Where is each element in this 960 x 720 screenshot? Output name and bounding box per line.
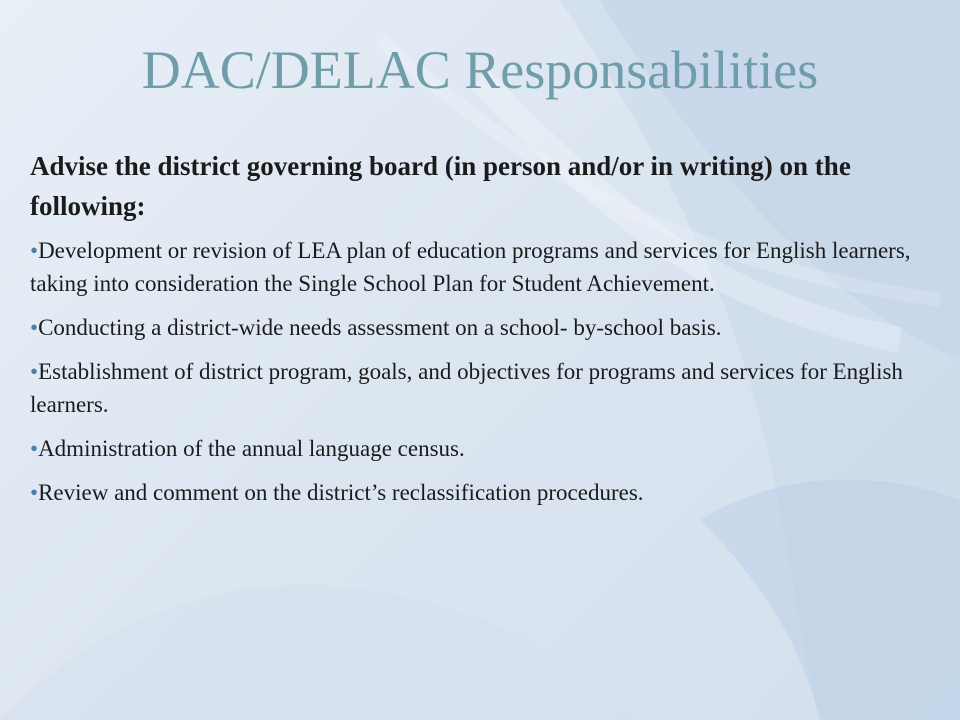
bullet-text: Establishment of district program, goals, and objectives for programs and services for English learners. xyxy=(30,359,903,417)
lead-text: Advise the district governing board (in person and/or in writing) on the following: xyxy=(30,151,851,221)
bullet-item xyxy=(30,355,930,421)
bullet-dot-icon: • xyxy=(30,359,39,384)
bullet-list xyxy=(30,234,930,509)
bullet-dot-icon: • xyxy=(30,238,39,263)
bullet-dot-icon: • xyxy=(30,315,39,340)
slide-title: DAC/DELAC Responsabilities xyxy=(141,40,819,100)
bullet-item xyxy=(30,432,930,465)
bullet-dot-icon: • xyxy=(30,480,39,505)
bullet-text: Review and comment on the district’s reclassification procedures. xyxy=(38,480,644,505)
bullet-text: Conducting a district-wide needs assessment on a school- by-school basis. xyxy=(38,315,722,340)
bullet-item xyxy=(30,476,930,509)
slide-body xyxy=(30,146,930,520)
bullet-item xyxy=(30,234,930,300)
bullet-dot-icon: • xyxy=(30,436,39,461)
bullet-item xyxy=(30,311,930,344)
bullet-text: Administration of the annual language census. xyxy=(38,436,465,461)
bullet-text: Development or revision of LEA plan of education programs and services for English learners, taking into consideration the Single School Plan for Student Achievement. xyxy=(30,238,911,296)
